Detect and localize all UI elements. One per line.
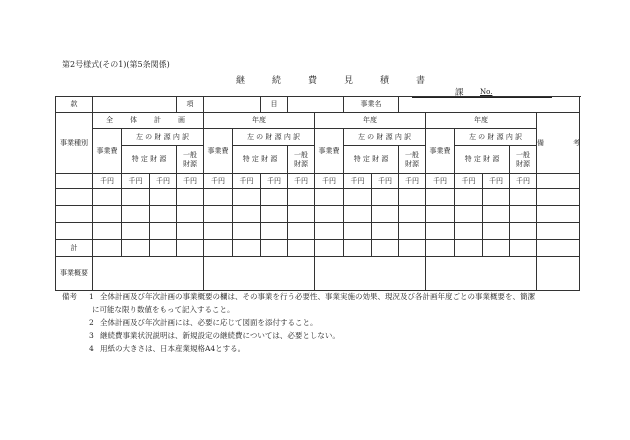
cell[interactable] [122, 189, 150, 206]
note-number: 1 [89, 292, 94, 301]
cell[interactable] [261, 189, 288, 206]
cell[interactable] [399, 240, 426, 257]
cell[interactable] [122, 223, 150, 240]
cell[interactable] [177, 189, 204, 206]
cell[interactable] [261, 223, 288, 240]
remarks-header: 備 考 [537, 113, 580, 174]
cell[interactable] [233, 206, 261, 223]
cell[interactable] [204, 189, 233, 206]
remarks-cell[interactable] [537, 174, 580, 189]
cell[interactable] [510, 223, 537, 240]
cell[interactable] [204, 206, 233, 223]
year1-specific-header: 特 定 財 源 [233, 146, 288, 174]
kan-value[interactable] [93, 97, 177, 113]
data-row [56, 223, 580, 240]
note-text: 全体計画及び年次計画の事業概要の欄は、その事業を行う必要性、事業実施の効果、現況及び各計画年度ごとの事業概要を、簡潔 [100, 292, 535, 301]
cell[interactable] [372, 206, 399, 223]
data-row [56, 189, 580, 206]
cell[interactable] [537, 223, 580, 240]
cell[interactable] [177, 240, 204, 257]
year3-general-header: 一般 財源 [510, 146, 537, 174]
unit-cell: 千円 [204, 174, 233, 189]
summary-year1-cell[interactable] [204, 257, 315, 291]
cell[interactable] [177, 206, 204, 223]
cell[interactable] [483, 223, 510, 240]
cell[interactable] [150, 206, 177, 223]
notes-label: 備考 [62, 292, 77, 301]
cell[interactable] [426, 240, 455, 257]
cell[interactable] [150, 189, 177, 206]
cell[interactable] [56, 206, 93, 223]
plan-breakdown-header: 左 の 財 源 内 訳 [122, 129, 204, 146]
cell[interactable] [510, 206, 537, 223]
cell[interactable] [288, 189, 315, 206]
note-number: 2 [89, 318, 94, 327]
overall-plan-header: 全 体 計 画 [93, 113, 204, 129]
cell[interactable] [315, 206, 344, 223]
breakdown-header-row [56, 129, 580, 146]
cell[interactable] [537, 240, 580, 257]
ka-label: 課 [455, 88, 464, 98]
unit-cell: 千円 [344, 174, 372, 189]
unit-row [56, 174, 580, 189]
cell[interactable] [93, 223, 122, 240]
year3-specific-header: 特 定 財 源 [455, 146, 510, 174]
kou-label: 項 [177, 97, 204, 113]
year3-cost-header: 事業費 [426, 129, 455, 174]
year1-breakdown-header: 左 の 財 源 内 訳 [233, 129, 315, 146]
unit-cell: 千円 [150, 174, 177, 189]
cell[interactable] [372, 240, 399, 257]
year2-header: 年度 [315, 113, 426, 129]
unit-cell: 千円 [372, 174, 399, 189]
cell[interactable] [483, 206, 510, 223]
cell[interactable] [372, 189, 399, 206]
no-label: No. [480, 88, 493, 96]
cell[interactable] [204, 223, 233, 240]
summary-remarks-cell[interactable] [537, 257, 580, 291]
cell[interactable] [177, 223, 204, 240]
cell[interactable] [261, 240, 288, 257]
cell[interactable] [122, 206, 150, 223]
year2-cost-header: 事業費 [315, 129, 344, 174]
cell[interactable] [510, 240, 537, 257]
plan-general-header: 一般 財源 [177, 146, 204, 174]
unit-cell: 千円 [177, 174, 204, 189]
cell[interactable] [426, 189, 455, 206]
year2-specific-header: 特 定 財 源 [344, 146, 399, 174]
cell[interactable] [233, 223, 261, 240]
unit-cell: 千円 [455, 174, 483, 189]
summary-year3-cell[interactable] [426, 257, 537, 291]
unit-cell: 千円 [399, 174, 426, 189]
kan-label: 款 [56, 97, 93, 113]
cell[interactable] [455, 206, 483, 223]
project-name-value[interactable] [399, 97, 580, 113]
cell[interactable] [455, 240, 483, 257]
note-text: 用紙の大きさは、日本産業規格A4とする。 [100, 344, 246, 353]
year2-general-header: 一般 財源 [399, 146, 426, 174]
header-row-kan [56, 97, 580, 113]
plan-cost-header: 事業費 [93, 129, 122, 174]
cell[interactable] [399, 206, 426, 223]
cell[interactable] [426, 206, 455, 223]
unit-cell: 千円 [483, 174, 510, 189]
cell[interactable] [288, 223, 315, 240]
note-text: に可能な限り数値をもって記入すること。 [92, 305, 235, 314]
cell[interactable] [510, 189, 537, 206]
form-id: 第2号様式(その1)(第5条関係) [62, 60, 170, 69]
year1-header: 年度 [204, 113, 315, 129]
unit-cell: 千円 [426, 174, 455, 189]
cell[interactable] [233, 240, 261, 257]
note-number: 3 [89, 331, 94, 340]
year3-header: 年度 [426, 113, 537, 129]
document-title: 継 続 費 見 積 書 [236, 76, 435, 86]
project-name-label: 事業名 [344, 97, 399, 113]
cell[interactable] [93, 206, 122, 223]
unit-blank [56, 174, 93, 189]
cell[interactable] [344, 240, 372, 257]
unit-cell: 千円 [288, 174, 315, 189]
cell[interactable] [288, 240, 315, 257]
note-number: 4 [89, 344, 94, 353]
unit-cell: 千円 [93, 174, 122, 189]
summary-label: 事業概要 [56, 257, 93, 291]
cell[interactable] [315, 240, 344, 257]
year2-breakdown-header: 左 の 財 源 内 訳 [344, 129, 426, 146]
cell[interactable] [483, 189, 510, 206]
cell[interactable] [93, 240, 122, 257]
cell[interactable] [344, 189, 372, 206]
year1-cost-header: 事業費 [204, 129, 233, 174]
unit-cell: 千円 [233, 174, 261, 189]
kou-value[interactable] [204, 97, 261, 113]
plan-specific-header: 特 定 財 源 [122, 146, 177, 174]
cell[interactable] [288, 206, 315, 223]
cell[interactable] [93, 189, 122, 206]
note-text: 継続費事業状況説明は、新規設定の継続費については、必要としない。 [100, 331, 340, 340]
year3-breakdown-header: 左 の 財 源 内 訳 [455, 129, 537, 146]
cell[interactable] [150, 223, 177, 240]
cell[interactable] [204, 240, 233, 257]
cell[interactable] [399, 223, 426, 240]
project-type-header: 事業種別 [56, 113, 93, 174]
summary-plan-cell[interactable] [93, 257, 204, 291]
cell[interactable] [233, 189, 261, 206]
total-row [56, 240, 580, 257]
plan-header-row [56, 113, 580, 129]
cell[interactable] [372, 223, 399, 240]
cell[interactable] [537, 206, 580, 223]
cell[interactable] [426, 223, 455, 240]
summary-row [56, 257, 580, 291]
cell[interactable] [261, 206, 288, 223]
moku-label: 目 [261, 97, 288, 113]
year1-general-header: 一般 財源 [288, 146, 315, 174]
total-label: 計 [56, 240, 93, 257]
cell[interactable] [537, 189, 580, 206]
summary-year2-cell[interactable] [315, 257, 426, 291]
cell[interactable] [344, 223, 372, 240]
cell[interactable] [483, 240, 510, 257]
cell[interactable] [315, 189, 344, 206]
cell[interactable] [315, 223, 344, 240]
cell[interactable] [399, 189, 426, 206]
estimate-table [55, 96, 586, 291]
unit-cell: 千円 [261, 174, 288, 189]
cell[interactable] [56, 223, 93, 240]
cell[interactable] [150, 240, 177, 257]
cell[interactable] [56, 189, 93, 206]
cell[interactable] [122, 240, 150, 257]
data-row [56, 206, 580, 223]
cell[interactable] [344, 206, 372, 223]
unit-cell: 千円 [510, 174, 537, 189]
unit-cell: 千円 [122, 174, 150, 189]
cell[interactable] [455, 223, 483, 240]
moku-value[interactable] [288, 97, 344, 113]
note-text: 全体計画及び年次計画には、必要に応じて図面を添付すること。 [100, 318, 318, 327]
unit-cell: 千円 [315, 174, 344, 189]
cell[interactable] [455, 189, 483, 206]
